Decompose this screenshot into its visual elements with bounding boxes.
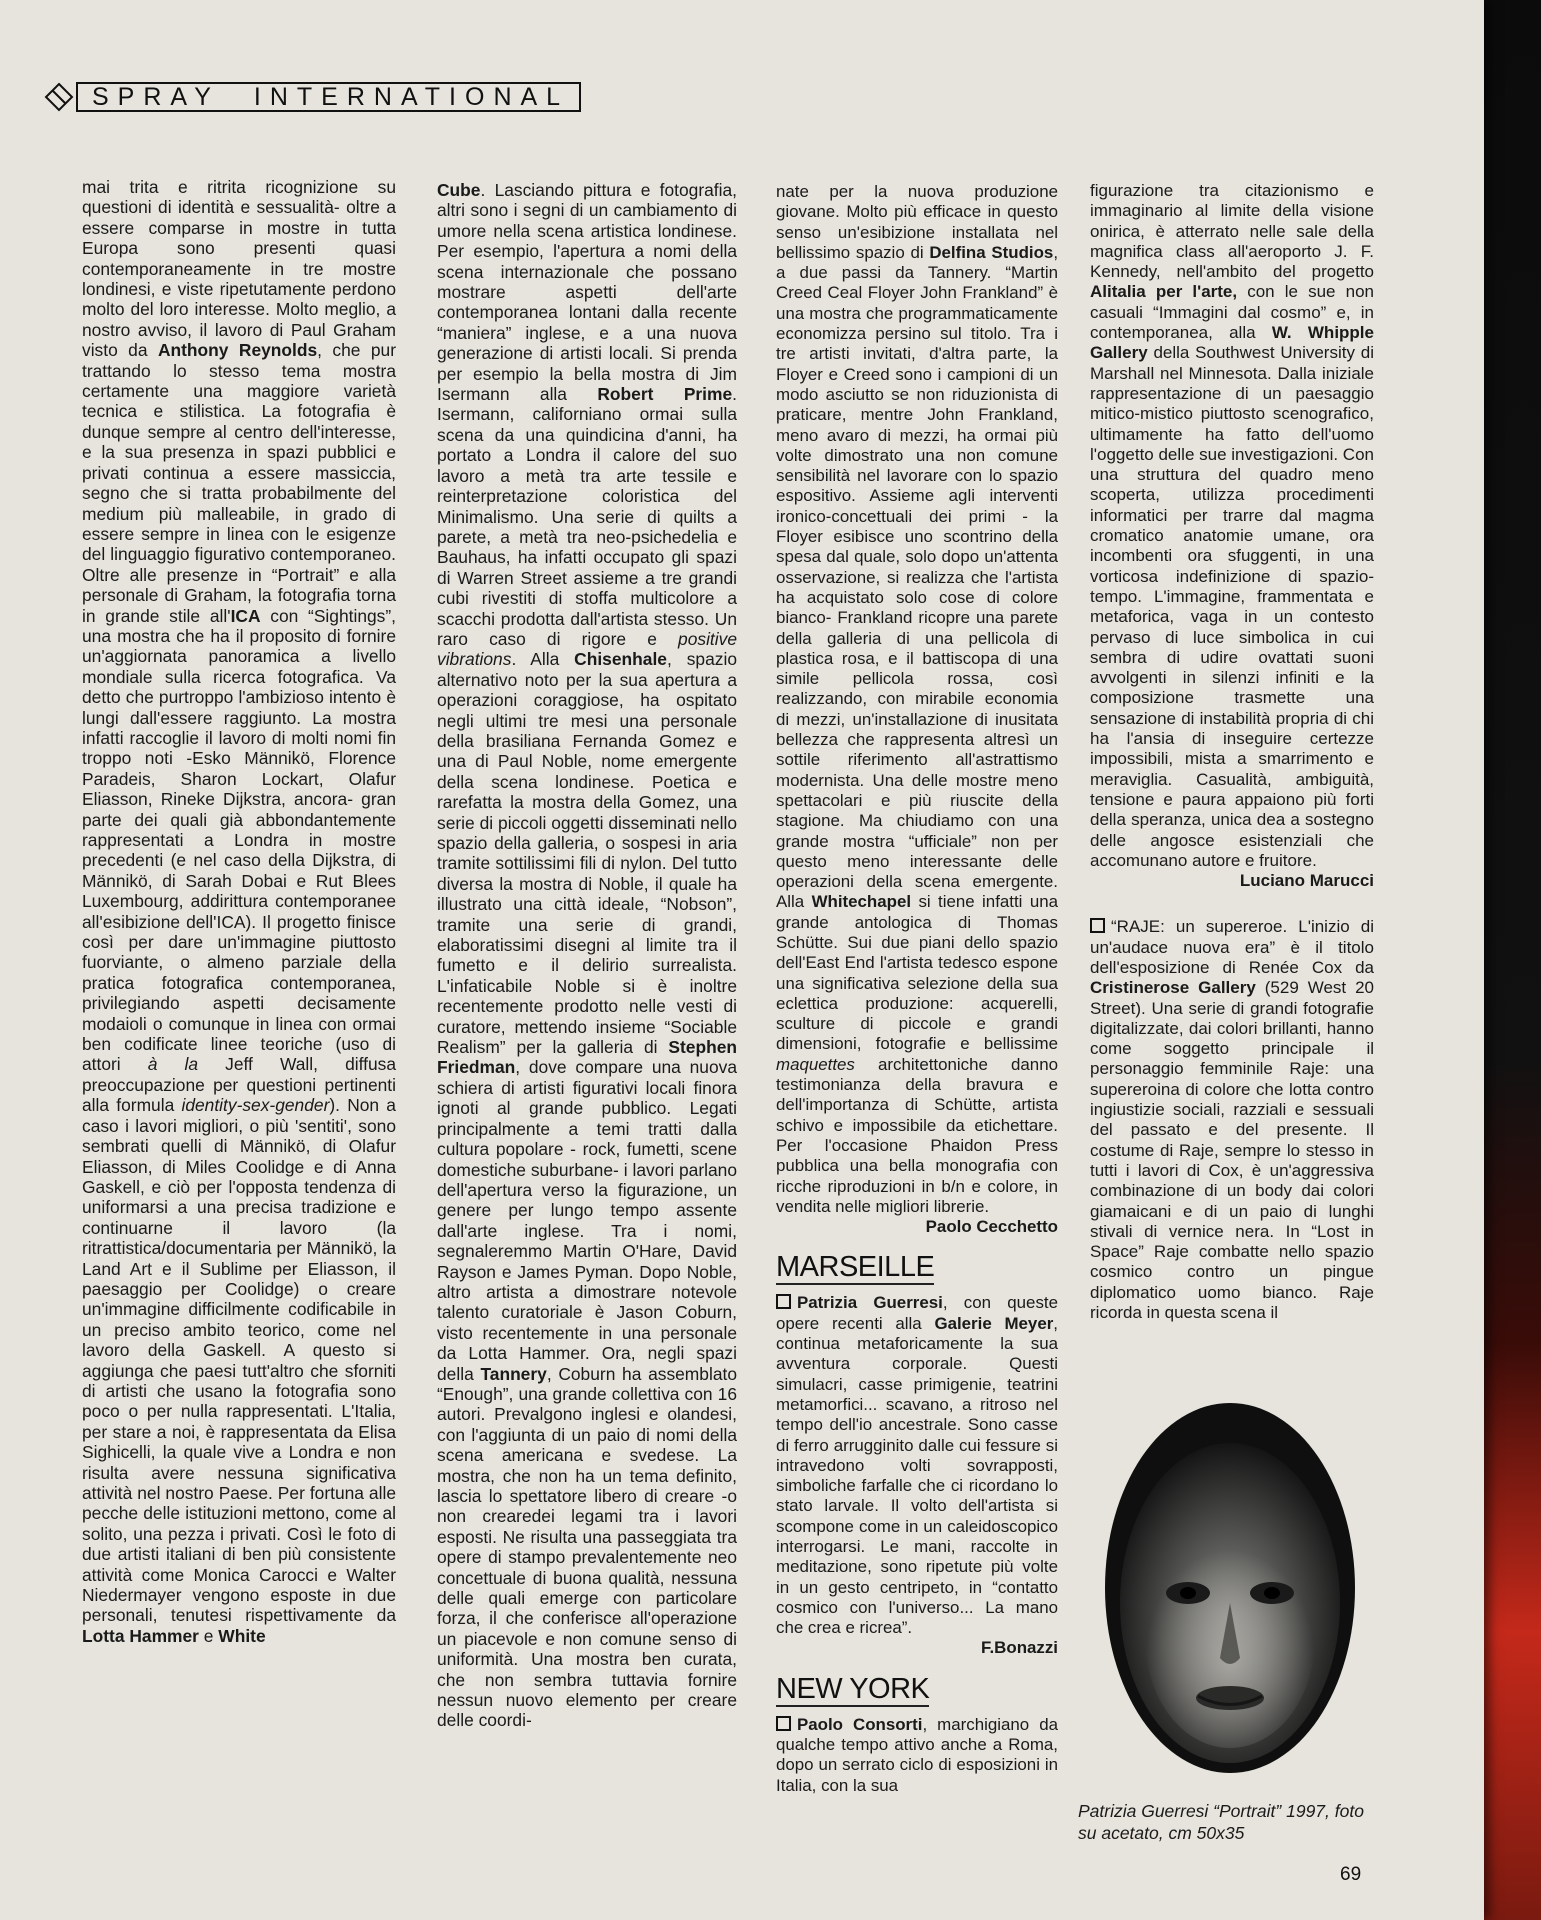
city-heading-marseille: MARSEILLE xyxy=(776,1251,935,1284)
project-name: Alitalia per l'arte, xyxy=(1090,282,1238,302)
section-title-word-1: SPRAY xyxy=(92,82,220,111)
section-title-word-2: INTERNATIONAL xyxy=(253,82,570,111)
page-number: 69 xyxy=(1340,1864,1362,1885)
gallery-name: Robert Prime xyxy=(597,384,733,405)
marseille-article xyxy=(776,1293,1058,1638)
gallery-name: Stephen Friedman xyxy=(437,1037,737,1078)
gallery-name: Lotta Hammer xyxy=(82,1625,199,1646)
gallery-name: W. Whipple Gallery xyxy=(1090,323,1374,363)
checkbox-bullet-icon xyxy=(776,1716,791,1731)
gallery-name: Galerie Meyer xyxy=(934,1313,1054,1333)
italic-term: identity-sex-gender xyxy=(181,1095,330,1116)
raje-article xyxy=(1090,917,1374,1323)
text-run: con “Sightings”, una mostra che ha il proposito di fornire un'aggiornata panoramica a livello mondiale sulla ricerca fotografica. Va detto che purtroppo l'ambizioso intento è lungi dall'essere raggiunto. La mostra infatti raccoglie il lavoro di molti nomi fin troppo noti -Esko Männikö, Florence Paradeis, Sharon Lockart, Olafur Eliasson, Rineke Dijkstra, ancora- gran parte dei quali già abbondantemente rappresentati a Londra in mostre precedenti (e nel caso della Dijkstra, di Männikö, di Sarah Dobai e Rut Blees Luxembourg, addirittura contemporanee all'esibizione dell'ICA). Il progetto finisce così per dare un'immagine piuttosto fuorviante, o almeno parziale della pratica fotografica contemporanea, privilegiando aspetti decisamente modaioli o comunque in linea con ormai ben codificate linee teoriche (uso di attori xyxy=(82,605,396,1075)
city-heading-new-york: NEW YORK xyxy=(776,1672,930,1705)
italic-term: maquettes xyxy=(776,1054,855,1074)
gallery-name: Cristinerose Gallery xyxy=(1090,978,1256,998)
text-run: nate per la nuova produzione giovane. Molto più efficace in questo senso un'esibizione installata nel bellissimo spazio di xyxy=(776,182,1058,262)
checkbox-bullet-icon xyxy=(1090,918,1105,933)
text-run: , che pur trattando lo stesso tema mostra certamente una maggiore varietà tecnica e stilistica. La fotografia è dunque sempre al centro dell'interesse, e la sua presenza in spazi pubblici e privati continua a essere massiccia, segno che si tratta probabilmente del medium più malleabile, in grado di essere sempre in linea con le esigenze del linguaggio figurativo contemporaneo. Oltre alle presenze in “Portrait” e alla personale di Graham, la fotografia torna in grande stile all' xyxy=(82,340,397,626)
text-run: . Isermann, californiano ormai sulla scena da una quindicina d'anni, ha portato a Londra il calore del suo lavoro a metà tra arte tessile e reinterpretazione coloristica del Minimalismo. Una serie di quilts a parete, a metà tra neo-psichedelia e Bauhaus, ha infatti occupato gli spazi di Warren Street assieme a tre grandi cubi rivestiti di stoffa multicolore a scacchi prodotta dall'artista stesso. Un raro caso di rigore e xyxy=(437,384,737,649)
column-1-text xyxy=(82,177,396,1646)
text-run: ). Non a caso i lavori migliori, o più 'sentiti', sono sembrati quelli di Männikö, di Olafur Eliasson, di Miles Coolidge e di Anna Gaskell, e ciò per l'opposta tendenza di uniformarsi a una precisa tradizione e continuarne il lavoro (la ritrattistica/documentaria per Männikö, la Land Art e il Sublime per Eliasson, il paesaggio per Coolidge) o creare un'immagine difficilmente codificabile in un preciso ambito teorico, come nel lavoro della Gaskell. A questo si aggiunga che paesi tutt'altro che sforniti di artisti che usano la fotografia sono poco o per nulla rappresentati. L'Italia, per stare a noi, è rappresentata da Elisa Sighicelli, la quale vive a Londra e non risulta avere nessuna significativa attività nel nostro Paese. Per fortuna alle pecche delle istituzioni mettono, come al solito, una pezza i privati. Così le foto di due artisti italiani di ben più consistente attività come Monica Carocci e Walter Niedermayer vengono esposte in due personali, tenutesi rispettivamente da xyxy=(82,1095,396,1626)
gallery-name: Chisenhale xyxy=(574,649,667,670)
text-run: , dove compare una nuova schiera di artisti figurativi locali finora ignoti al grande pubblico. Legati principalmente a temi tratti dalla cultura popolare - rock, fumetti, scene domestiche suburbane- i lavori parlano dell'apertura verso la figurazione, un genere per lungo tempo assente dall'arte inglese. Tra i nomi, segnaleremmo Martin O'Hare, David Rayson e James Pyman. Dopo Noble, altro artista a dimostrare notevole talento curatoriale è Jason Coburn, visto recentemente in una personale da Lotta Hammer. Ora, negli spazi della xyxy=(437,1057,737,1384)
text-run: con le sue non casuali “Immagini dal cosmo” e, in contemporanea, alla xyxy=(1090,282,1374,343)
text-run: . Lasciando pittura e fotografia, altri sono i segni di un cambiamento di umore nella scena artistica londinese. Per esempio, l'apertura a nomi della scena internazionale che possano mostrare aspetti dell'arte contemporanea lontani dalla recente “maniera” inglese, e a una nuova generazione di artisti locali. Si prenda per esempio la bella mostra di Jim Isermann alla xyxy=(437,180,737,405)
author-signature: Luciano Marucci xyxy=(1239,871,1374,891)
column-3 xyxy=(776,182,1058,1796)
text-run: si tiene infatti una grande antologica di Thomas Schütte. Sui due piani dello spazio dell'East End l'artista tedesco espone una significativa selezione della sua eclettica produzione: acquerelli, sculture di piccole e grandi dimensioni, fotografie e bellissime xyxy=(776,892,1058,1054)
column-2-text xyxy=(437,180,737,1731)
gallery-name: Anthony Reynolds xyxy=(157,340,318,361)
text-run: , Coburn ha assemblato “Enough”, una grande collettiva con 16 autori. Prevalgono inglesi e olandesi, con l'aggiunta di un paio di nomi della scena americana e svedese. La mostra, che non ha un tema definito, lascia lo spettatore libero di creare -o non crearedei legami tra i lavori esposti. Ne risulta una passeggiata tra opere di stampo prevalentemente neo concettuale di buona qualità, nessuna delle quali emerge con particolare forza, il che conferisce all'operazione un piacevole e non comune senso di uniformità. Una mostra ben curata, che non sembra tuttavia fornire nessun nuovo elemento per creare delle coordi- xyxy=(437,1363,738,1731)
newyork-article-continued xyxy=(1090,181,1374,871)
text-run: , con queste opere recenti alla xyxy=(776,1293,1058,1333)
text-run: , marchigiano da qualche tempo attivo anche a Roma, dopo un serrato ciclo di esposizioni in Italia, con la sua xyxy=(776,1714,1058,1795)
text-run: “RAJE: un supereroe. L'inizio di un'audace nuova era” è il titolo dell'esposizione di Renée Cox da xyxy=(1090,917,1374,977)
photo-caption: Patrizia Guerresi “Portrait” 1997, foto su acetato, cm 50x35 xyxy=(1078,1801,1364,1843)
text-run: architettoniche danno testimonianza della bravura e dell'importanza di Schütte, artista schivo e impossibile da etichettare. Per l'occasione Phaidon Press pubblica una bella monografia con ricche riproduzioni in b/n e colore, in vendita nelle migliori librerie. xyxy=(776,1054,1058,1216)
section-title xyxy=(76,82,581,112)
gallery-name: Delfina Studios xyxy=(929,242,1054,262)
text-run: , a due passi da Tannery. “Martin Creed Ceal Floyer John Frankland” è una mostra che programmaticamente economizza persino sul titolo. Tra i tre artisti invitati, d'altra parte, la Floyer e Creed sono i campioni di un modo asciutto se non riduzionista di praticare, mentre John Frankland, meno avaro di mezzi, ha ormai più volte dimostrato una non comune sensibilità nel lavorare con lo spazio espositivo. Assieme agli interventi ironico-concettuali dei primi - la Floyer esibisce uno scontrino della spesa dal quale, solo dopo un'attenta osservazione, si realizza che l'artista ha acquistato solo cose di colore bianco- Frankland ricopre una parete della galleria di una pellicola di plastica rosa, e il battiscopa di una simile pellicola rossa, così realizzando, con mirabile economia di mezzi, un'installazione di inusitata bellezza che rappresenta altresì un sottile riferimento all'astrattismo modernista. Una delle mostre meno spettacolari e più riuscite della stagione. Ma chiudiamo con una grande mostra “ufficiale” non per questo meno interessante delle operazioni della scena emergente. Alla xyxy=(776,242,1059,912)
portrait-photo xyxy=(1080,1388,1380,1788)
text-run: . Alla xyxy=(511,649,575,670)
text-run: , spazio alternativo noto per la sua apertura a operazioni coraggiose, ha ospitato negli ultimi tre mesi una personale della brasiliana Fernanda Gomez e una di Paul Noble, nome emergente della scena londinese. Poetica e rarefatta la mostra della Gomez, una serie di piccoli oggetti disseminati nello spazio della galleria, o sospesi in aria tramite sottilissimi fili di nylon. Del tutto diversa la mostra di Noble, il quale ha illustrato una città ideale, “Nobson”, tramite una serie di grandi, elaboratissimi disegni al limite tra il fumetto e il delirio surrealista. L'infaticabile Noble si è inoltre recentemente prodotto nelle vesti di curatore, mettendo insieme “Sociable Realism” per la galleria di xyxy=(437,649,737,1058)
gallery-name: Whitechapel xyxy=(811,892,912,912)
artist-name: Patrizia Guerresi xyxy=(797,1293,943,1313)
column-1 xyxy=(82,177,396,1646)
column-2 xyxy=(437,180,737,1731)
gallery-name: Tannery xyxy=(480,1363,547,1384)
text-run: figurazione tra citazionismo e immaginario al limite della visione onirica, è atterrato nelle sale della magnifica class all'aeroporto J. F. Kennedy, nell'ambito del progetto xyxy=(1090,181,1374,282)
checkbox-bullet-icon xyxy=(776,1294,791,1309)
gallery-name: ICA xyxy=(230,605,261,626)
italic-term: positive vibrations xyxy=(437,628,737,670)
author-signature: Paolo Cecchetto xyxy=(925,1217,1058,1237)
text-run: e xyxy=(198,1625,219,1646)
text-run: , continua metaforicamente la sua avventura corporale. Questi simulacri, casse primigenie, teatrini metamorfici... scavano, a ritroso nel tempo dell'io ancestrale. Sono casse di ferro arrugginito dalle cui fessure si intravedono volti sovrapposti, simboliche farfalle che ci ricordano lo stato larvale. Il volto dell'artista si scompone come in un caleidoscopico interrogarsi. Le mani, raccolte in meditazione, sono ripetute più volte in un gesto centripeto, in “contatto cosmico con l'universo... La mano che crea e ricrea”. xyxy=(776,1313,1058,1638)
text-run: mai trita e ritrita ricognizione su questioni di identità e sessualità- oltre a essere comparse in mostre in tutta Europa sono presenti quasi contemporaneamente in tre mostre londinesi, e viste ripetutamente perdono molto del loro interesse. Molto meglio, a nostro avviso, il lavoro di Paul Graham visto da xyxy=(82,177,396,361)
newyork-article xyxy=(776,1715,1058,1796)
text-run: della Southwest University di Marshall nel Minnesota. Dalla iniziale rappresentazione di un paesaggio mitico-mistico piuttosto scenografico, ultimamente ha fatto dell'uomo l'oggetto delle sue investigazioni. Con una struttura del quadro meno scoperta, utilizza procedimenti informatici per trarre dal magma cromatico anatomie umane, ora incombenti ora sfuggenti, in una vorticosa indefinizione di spazio-tempo. L'immagine, frammentata e metaforica, vaga in un contesto pervaso di luce simbolica in cui sembra di udire ovattati suoni avvolgenti in silenzi infiniti e la composizione trasmette una sensazione di instabilità propria di chi ha l'ansia di inseguire certezze impossibili, mista a smarrimento e meraviglia. Casualità, ambiguità, tensione e paura appaiono più forti della speranza, unica dea a sostegno delle angosce esistenziali che accomunano autore e fruitore. xyxy=(1090,343,1374,870)
text-run: Jeff Wall, diffusa preoccupazione per questioni pertinenti alla formula xyxy=(82,1054,396,1116)
artist-name: Paolo Consorti xyxy=(797,1714,923,1734)
london-article-end xyxy=(776,182,1058,1217)
diamond-cross-icon xyxy=(44,82,74,112)
gallery-name: Cube xyxy=(437,180,481,200)
author-signature: F.Bonazzi xyxy=(981,1638,1058,1658)
column-4 xyxy=(1090,181,1374,1323)
italic-term: à la xyxy=(147,1054,199,1075)
text-run: (529 West 20 Street). Una serie di grandi fotografie digitalizzate, dai colori brillanti, hanno come soggetto principale il personaggio femminile Raje: una supereroina di colore che lotta contro ingiustizie sociali, razziali e sessuali del passato e del presente. Il costume di Raje, sempre lo stesso in tutti i lavori di Cox, è un'aggressiva combinazione di un body dai colori giamaicani e di un paio di lunghi stivali di vernice nera. In “Lost in Space” Raje combatte nello spazio cosmico contro un pingue diplomatico uomo bianco. Raje ricorda in questa scena il xyxy=(1090,978,1374,1323)
section-header xyxy=(44,82,581,112)
gallery-name: White xyxy=(218,1625,266,1646)
